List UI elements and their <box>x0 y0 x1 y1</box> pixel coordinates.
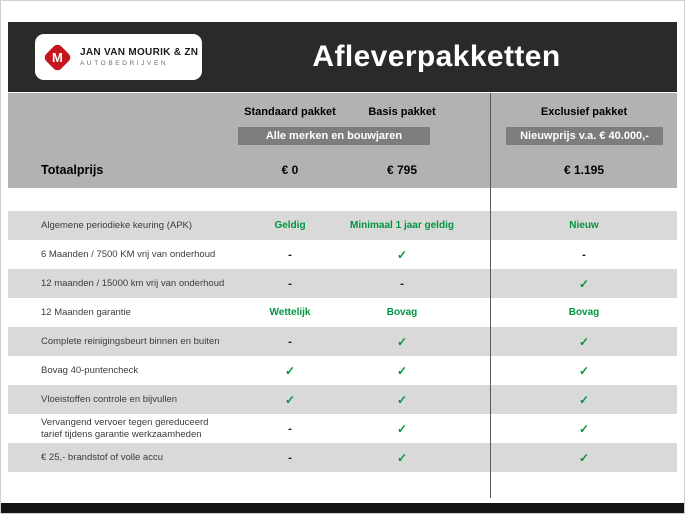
row-value-basis: ✓ <box>396 363 408 378</box>
header-bar <box>8 22 677 92</box>
row-label: Algemene periodieke keuring (APK) <box>41 219 193 231</box>
feature-table <box>8 211 677 472</box>
row-label: Complete reinigingsbeurt binnen en buiten <box>41 335 220 347</box>
row-value-exclusief: ✓ <box>578 276 590 291</box>
total-price-exclusief: € 1.195 <box>563 163 605 177</box>
row-label: Bovag 40-puntencheck <box>41 364 139 376</box>
row-value-basis: ✓ <box>396 334 408 349</box>
table-row <box>8 269 677 298</box>
row-value-basis: Minimaal 1 jaar geldig <box>350 220 454 231</box>
table-row <box>8 385 677 414</box>
table-row <box>8 356 677 385</box>
total-price-basis: € 795 <box>386 163 418 177</box>
row-value-standaard: - <box>288 248 292 261</box>
badge-nieuwprijs: Nieuwprijs v.a. € 40.000,- <box>506 127 663 145</box>
row-value-exclusief: ✓ <box>578 421 590 436</box>
row-label: 12 Maanden garantie <box>41 306 131 318</box>
row-value-basis: ✓ <box>396 421 408 436</box>
row-value-basis: - <box>400 277 404 290</box>
column-header-exclusief: Exclusief pakket <box>540 106 628 118</box>
totals-row <box>8 157 677 183</box>
column-header-basis: Basis pakket <box>368 106 436 118</box>
table-row <box>8 211 677 240</box>
logo-subtitle: AUTOBEDRIJVEN <box>80 59 169 67</box>
logo-company-name: JAN VAN MOURIK & ZN <box>80 46 199 58</box>
row-value-standaard: - <box>288 451 292 464</box>
column-headers-row <box>8 106 677 118</box>
row-label: € 25,- brandstof of volle accu <box>41 451 163 463</box>
row-value-exclusief: ✓ <box>578 392 590 407</box>
footer-bar <box>1 503 684 513</box>
table-row <box>8 443 677 472</box>
logo-monogram-letter: M <box>52 49 63 65</box>
row-label: Vloeistoffen controle en bijvullen <box>41 393 178 405</box>
exclusief-column-divider <box>490 93 491 498</box>
table-row <box>8 327 677 356</box>
row-value-basis: Bovag <box>386 307 418 318</box>
page-title: Afleverpakketten <box>312 40 561 73</box>
row-value-basis: ✓ <box>396 450 408 465</box>
row-value-standaard: ✓ <box>284 392 296 407</box>
row-value-standaard: Wettelijk <box>269 307 311 318</box>
column-header-standaard: Standaard pakket <box>244 106 336 118</box>
row-value-exclusief: ✓ <box>578 450 590 465</box>
row-value-basis: ✓ <box>396 247 408 262</box>
row-label: Vervangend vervoer tegen gereduceerd tarief tijdens garantie werkzaamheden <box>41 417 209 440</box>
row-value-exclusief: ✓ <box>578 334 590 349</box>
total-price-standaard: € 0 <box>281 163 299 177</box>
row-label: 12 maanden / 15000 km vrij van onderhoud <box>41 277 225 289</box>
row-value-standaard: ✓ <box>284 363 296 378</box>
company-logo <box>35 34 202 80</box>
badge-alle-merken: Alle merken en bouwjaren <box>238 127 430 145</box>
row-label: 6 Maanden / 7500 KM vrij van onderhoud <box>41 248 216 260</box>
totals-label: Totaalprijs <box>41 163 104 177</box>
row-value-standaard: Geldig <box>274 220 306 231</box>
logo-text <box>80 47 198 67</box>
logo-m-icon <box>43 42 73 72</box>
table-row <box>8 414 677 443</box>
row-value-standaard: - <box>288 335 292 348</box>
row-value-exclusief: - <box>582 248 586 261</box>
table-row <box>8 240 677 269</box>
row-value-exclusief: Nieuw <box>569 220 599 231</box>
row-value-standaard: - <box>288 422 292 435</box>
package-header-band <box>8 93 677 188</box>
table-row <box>8 298 677 327</box>
row-value-exclusief: ✓ <box>578 363 590 378</box>
row-value-standaard: - <box>288 277 292 290</box>
row-value-basis: ✓ <box>396 392 408 407</box>
row-value-exclusief: Bovag <box>568 307 600 318</box>
